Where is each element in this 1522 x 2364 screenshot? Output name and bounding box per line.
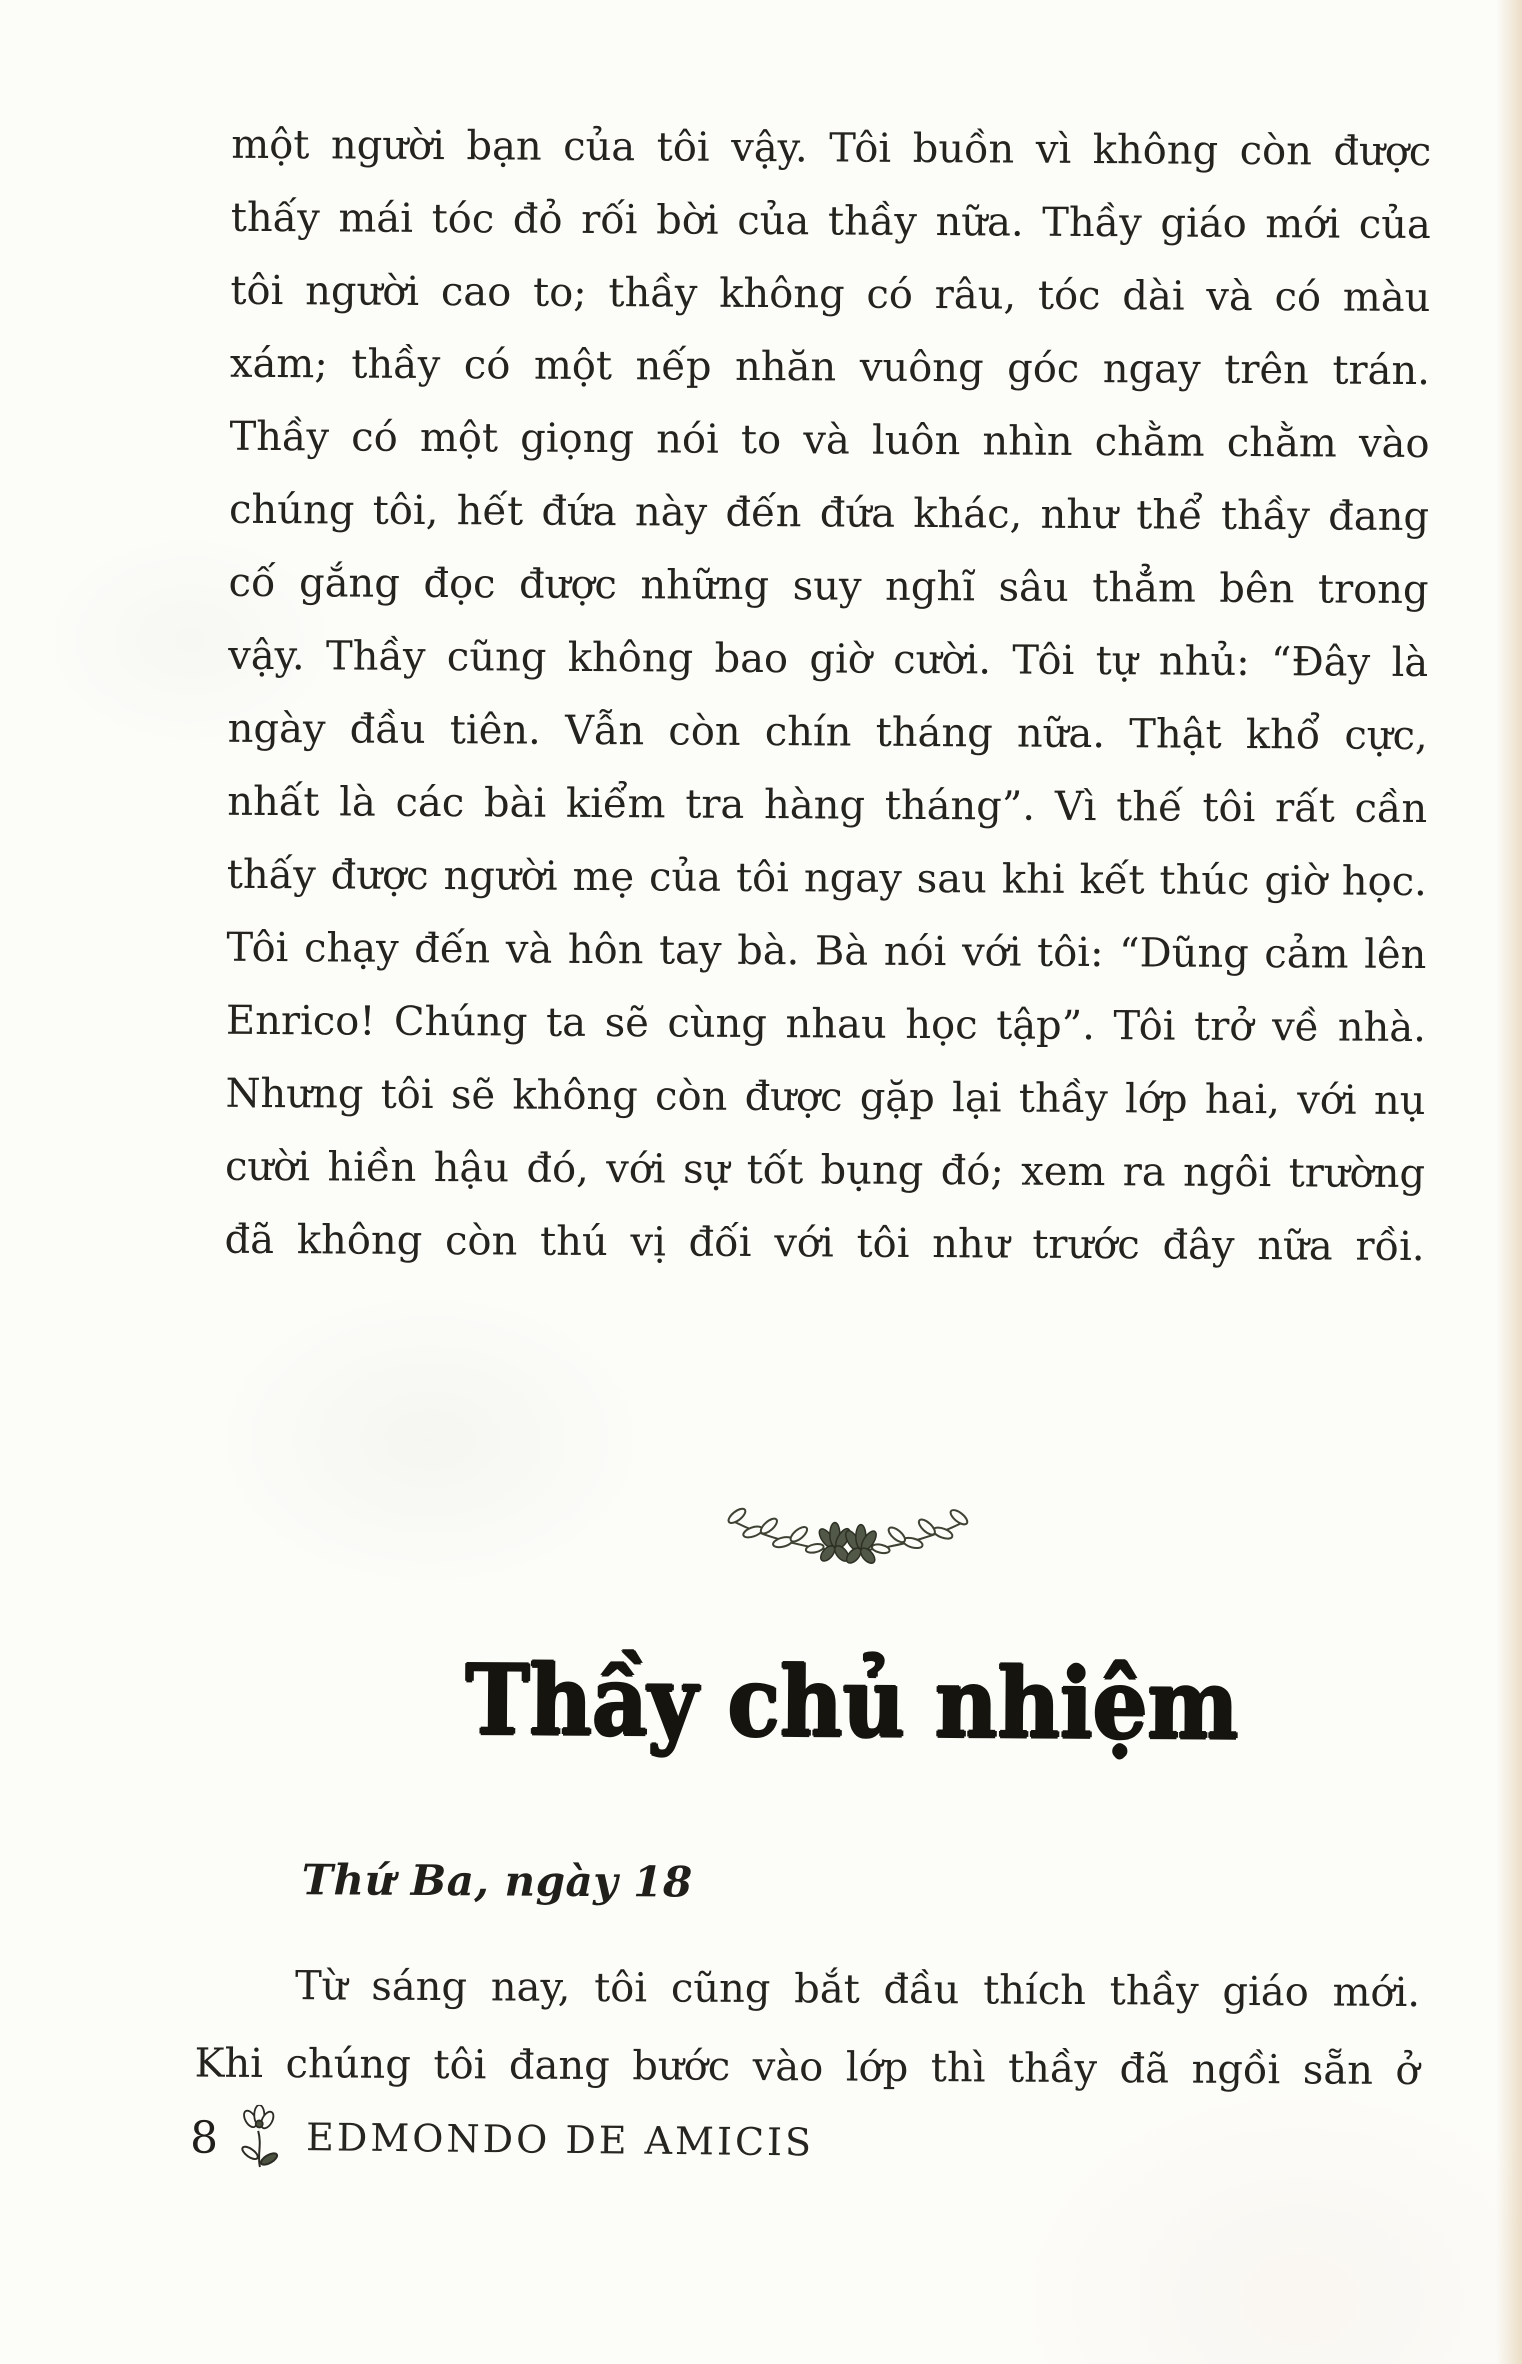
page-footer bbox=[190, 2109, 814, 2181]
paragraph-line: chúng tôi, hết đứa này đến đứa khác, như thể thầy đang bbox=[228, 486, 1430, 541]
section-divider bbox=[223, 1503, 1448, 1576]
author-name: EDMONDO DE AMICIS bbox=[305, 2115, 815, 2165]
body-paragraph bbox=[224, 109, 1431, 1284]
chapter-title: Thầy chủ nhiệm bbox=[464, 1643, 1239, 1762]
paragraph-line: Enrico! Chúng ta sẽ cùng nhau học tập”. Tôi trở về nhà. bbox=[225, 997, 1427, 1052]
paragraph-line: Nhưng tôi sẽ không còn được gặp lại thầy lớp hai, với nụ bbox=[225, 1070, 1426, 1125]
paragraph-line: xám; thầy có một nếp nhăn vuông góc ngay trên trán. bbox=[229, 340, 1431, 395]
paragraph-line: Từ sáng nay, tôi cũng bắt đầu thích thầy giáo mới. bbox=[294, 1963, 1421, 2017]
paragraph-line: ngày đầu tiên. Vẫn còn chín tháng nữa. Thật khổ cực, bbox=[227, 705, 1428, 760]
entry-date: Thứ Ba, ngày 18 bbox=[301, 1855, 693, 1907]
flower-icon bbox=[236, 2105, 282, 2173]
paragraph-line: thấy mái tóc đỏ rối bời của thầy nữa. Thầy giáo mới của bbox=[230, 194, 1431, 249]
paragraph-line: đã không còn thú vị đối với tôi như trước đây nữa rồi. bbox=[224, 1216, 1425, 1271]
paragraph-line: vậy. Thầy cũng không bao giờ cười. Tôi tự nhủ: “Đây là bbox=[228, 632, 1429, 687]
paragraph-line: Tôi chạy đến và hôn tay bà. Bà nói với tôi: “Dũng cảm lên bbox=[226, 924, 1427, 979]
floral-divider-icon bbox=[723, 1506, 973, 1570]
page-number: 8 bbox=[189, 2112, 219, 2164]
paragraph-line: Thầy có một giọng nói to và luôn nhìn chằm chằm vào bbox=[229, 413, 1430, 468]
paragraph-line: một người bạn của tôi vậy. Tôi buồn vì không còn được bbox=[231, 121, 1432, 176]
paragraph-line: cười hiền hậu đó, với sự tốt bụng đó; xem ra ngôi trường bbox=[224, 1143, 1426, 1198]
chapter-paragraph bbox=[194, 1947, 1420, 2110]
paragraph-line: cố gắng đọc được những suy nghĩ sâu thẳm bên trong bbox=[228, 559, 1429, 614]
paragraph-line: thấy được người mẹ của tôi ngay sau khi kết thúc giờ học. bbox=[226, 851, 1427, 906]
paragraph-line: nhất là các bài kiểm tra hàng tháng”. Vì thế tôi rất cần bbox=[227, 778, 1428, 833]
paragraph-line: tôi người cao to; thầy không có râu, tóc dài và có màu bbox=[230, 267, 1431, 322]
paragraph-line: Khi chúng tôi đang bước vào lớp thì thầy đã ngồi sẵn ở bbox=[194, 2040, 1420, 2095]
